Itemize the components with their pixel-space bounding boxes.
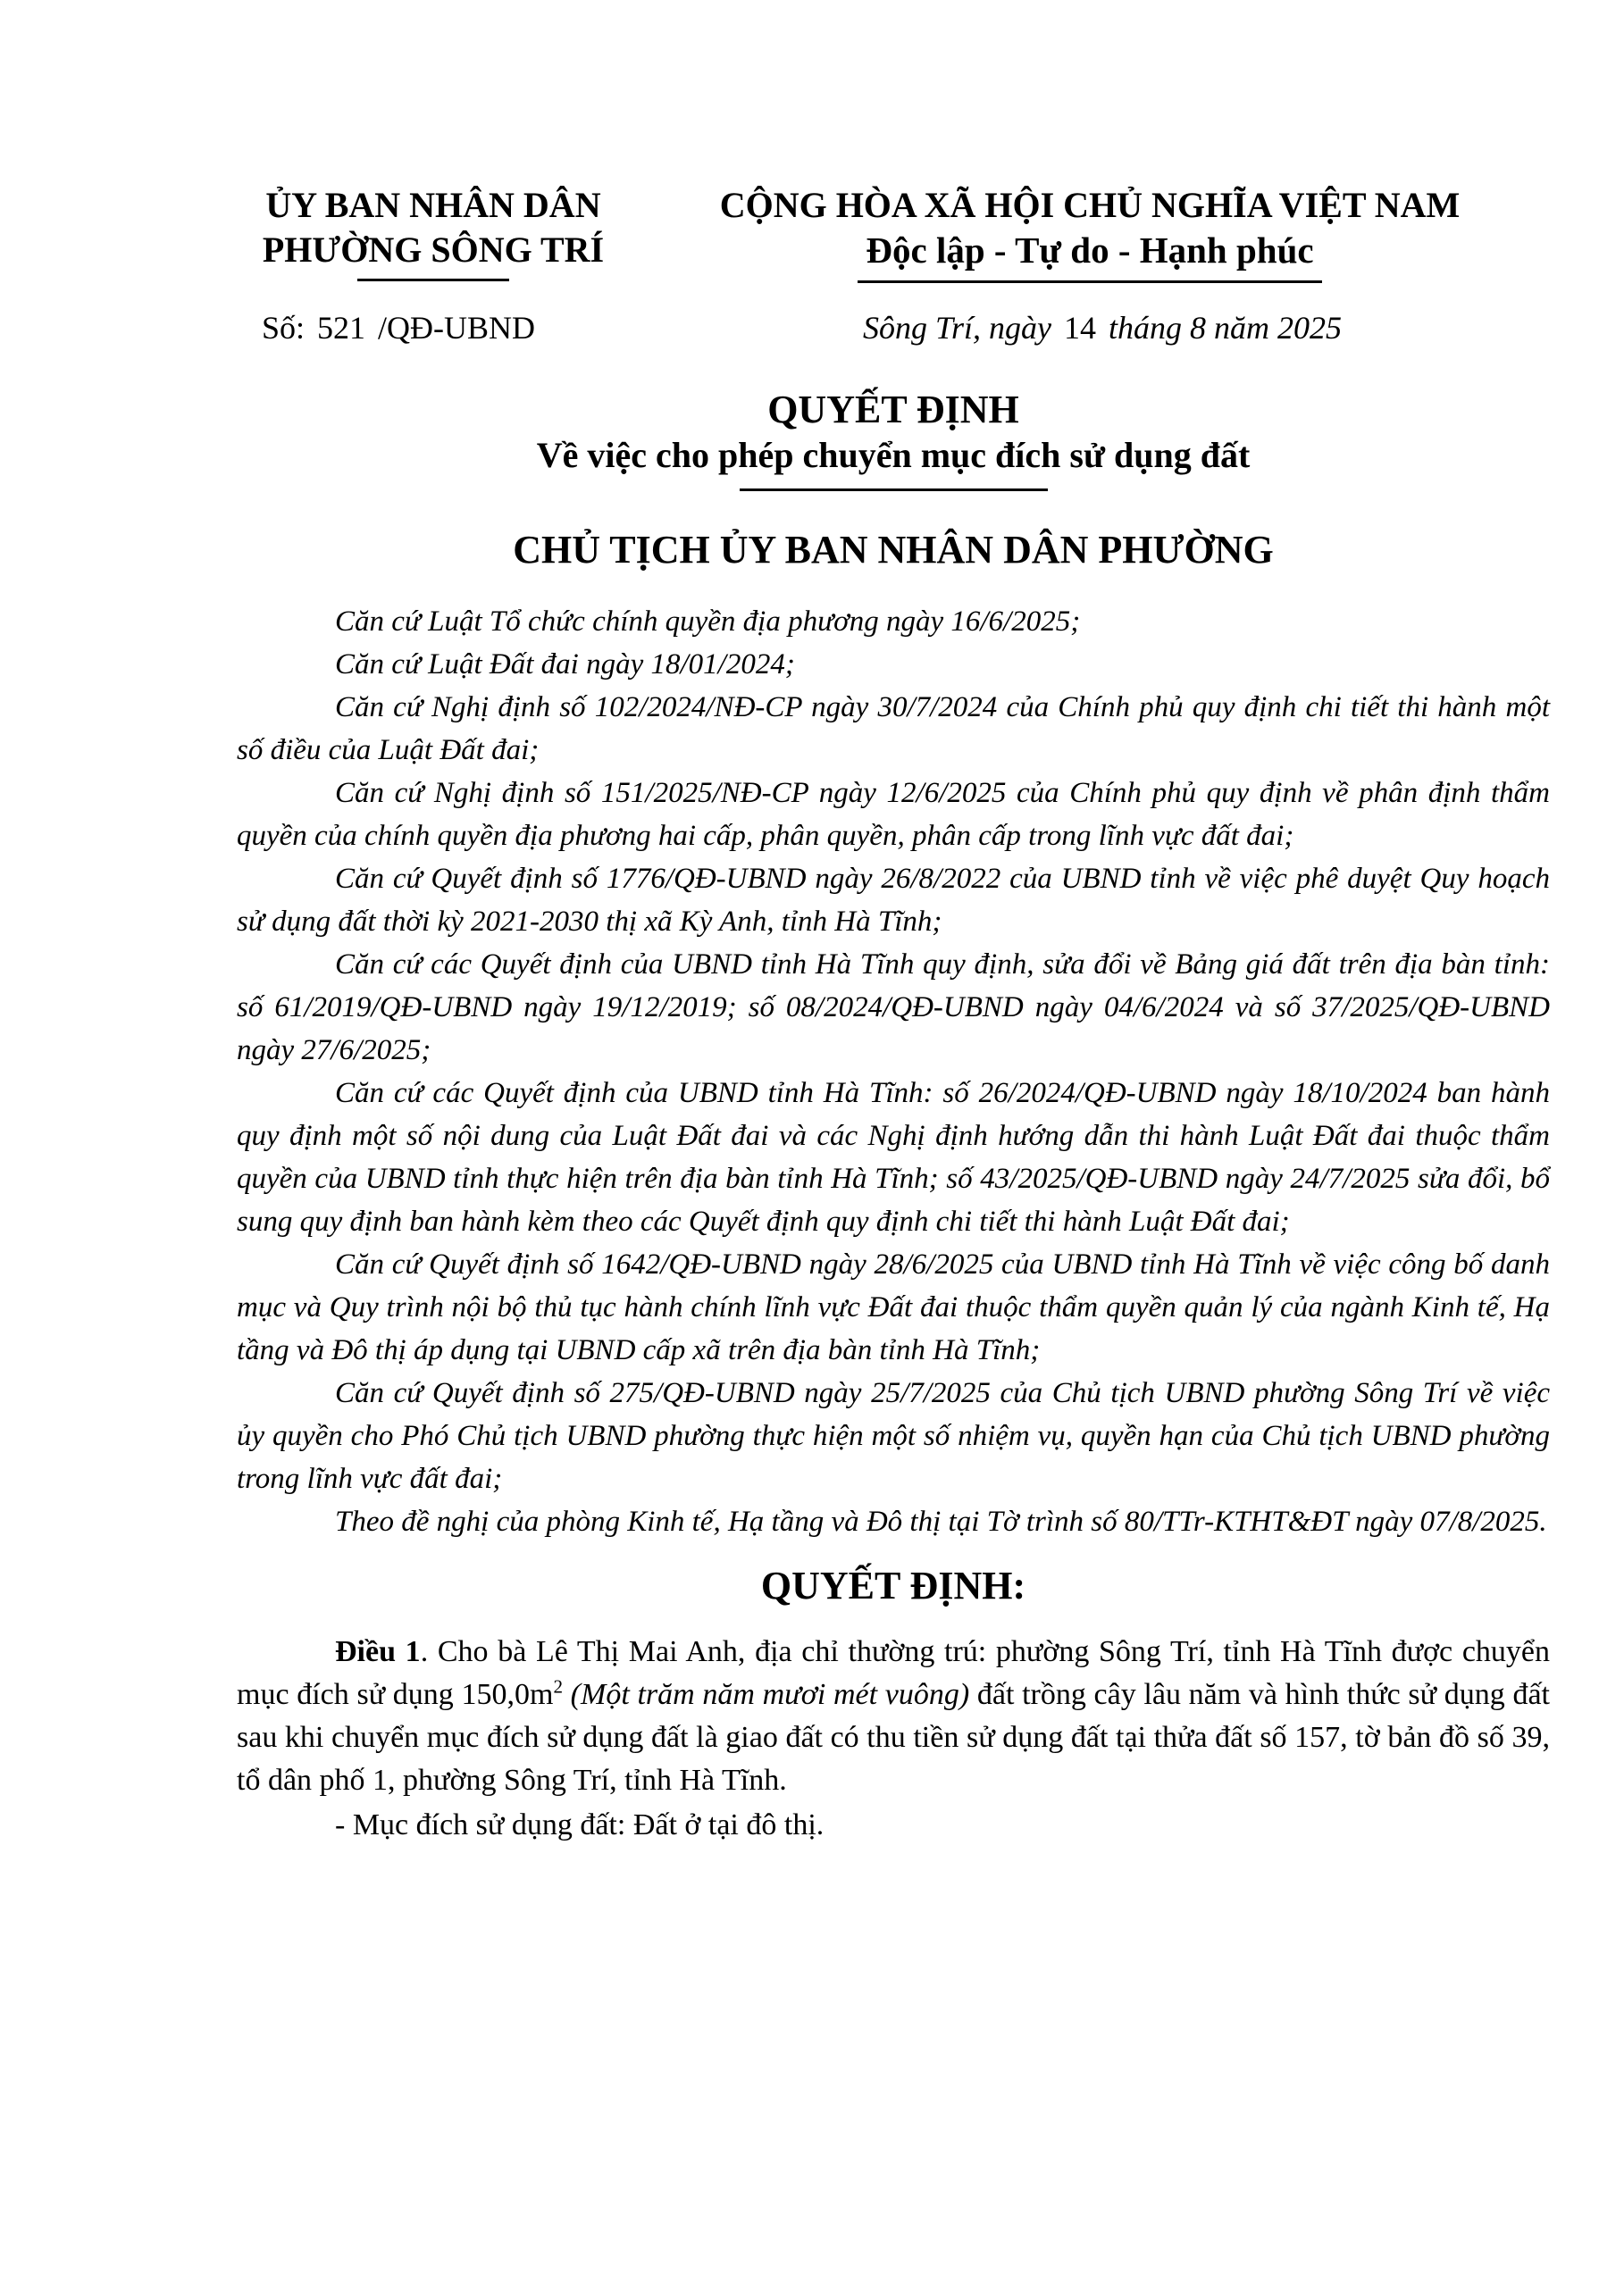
- national-line-2: Độc lập - Tự do - Hạnh phúc: [866, 230, 1314, 271]
- document-number: [237, 306, 655, 349]
- preamble-paragraph: Căn cứ Luật Tổ chức chính quyền địa phương ngày 16/6/2025;: [335, 605, 1081, 638]
- preamble-paragraph: Căn cứ Nghị định số 151/2025/NĐ-CP ngày 12/6/2025 của Chính phủ quy định về phân định thẩm quyền của chính quyền địa phương hai cấp, phân quyền, phân cấp trong lĩnh vực đất đai;: [237, 777, 1550, 852]
- number-date-row: [237, 306, 1550, 349]
- preamble-paragraph: Căn cứ Nghị định số 102/2024/NĐ-CP ngày 30/7/2024 của Chính phủ quy định chi tiết thi hành một số điều của Luật Đất đai;: [237, 691, 1550, 766]
- document-title: QUYẾT ĐỊNH: [767, 388, 1019, 431]
- place-date-prefix: Sông Trí, ngày: [862, 310, 1052, 346]
- issuer-line-2: PHƯỜNG SÔNG TRÍ: [262, 230, 605, 270]
- area-in-words: (Một trăm năm mươi mét vuông): [562, 1678, 970, 1711]
- date-day-value: 14: [1064, 310, 1097, 346]
- article-1: [237, 1631, 1550, 1802]
- document-number-suffix: /QĐ-UBND: [378, 310, 536, 346]
- issuer-underline: [357, 279, 509, 281]
- preamble-block: [237, 600, 1550, 1543]
- national-motto-block: [630, 183, 1550, 283]
- square-meter-superscript: 2: [553, 1675, 563, 1698]
- title-block: [237, 387, 1550, 491]
- article-1-text: . Cho bà Lê Thị Mai Anh, địa chỉ thường trú: phường Sông Trí, tỉnh Hà Tĩnh được chuyển mục đích sử dụng 150,0m: [237, 1635, 1551, 1711]
- preamble-paragraph: Căn cứ Luật Đất đai ngày 18/01/2024;: [335, 648, 795, 680]
- subject-underline: [740, 488, 1048, 491]
- preamble-paragraph: Căn cứ Quyết định số 275/QĐ-UBND ngày 25/7/2025 của Chủ tịch UBND phường Sông Trí về việc ủy quyền cho Phó Chủ tịch UBND phường thực hiện một số nhiệm vụ, quyền hạn của Chủ tịch UBND phường trong lĩnh vực đất đai;: [237, 1377, 1550, 1495]
- motto-underline: [858, 280, 1322, 283]
- issuer-block: [237, 183, 630, 283]
- document-subject: Về việc cho phép chuyển mục đích sử dụng đất: [536, 435, 1251, 475]
- preamble-paragraph: Theo đề nghị của phòng Kinh tế, Hạ tầng và Đô thị tại Tờ trình số 80/TTr-KTHT&ĐT ngày 07/8/2025.: [335, 1506, 1547, 1538]
- land-use-purpose: - Mục đích sử dụng đất: Đất ở tại đô thị.: [335, 1808, 825, 1841]
- document-number-value: 521: [317, 310, 366, 346]
- article-1-label: Điều 1: [335, 1635, 421, 1668]
- preamble-paragraph: Căn cứ Quyết định số 1642/QĐ-UBND ngày 28/6/2025 của UBND tỉnh Hà Tĩnh về việc công bố danh mục và Quy trình nội bộ thủ tục hành chính lĩnh vực Đất đai thuộc thẩm quyền quản lý của ngành Kinh tế, Hạ tầng và Đô thị áp dụng tại UBND cấp xã trên địa bàn tỉnh Hà Tĩnh;: [237, 1248, 1550, 1366]
- article-1-text-continued: đất trồng cây lâu năm và hình thức sử dụng đất sau khi chuyển mục đích sử dụng đất là giao đất có thu tiền sử dụng đất tại thửa đất số 157, tờ bản đồ số 39, tổ dân phố 1, phường Sông Trí, tỉnh Hà Tĩnh.: [237, 1678, 1551, 1797]
- place-and-date: [655, 306, 1550, 349]
- national-line-1: CỘNG HÒA XÃ HỘI CHỦ NGHĨA VIỆT NAM: [719, 185, 1461, 225]
- issuing-authority: CHỦ TỊCH ỦY BAN NHÂN DÂN PHƯỜNG: [513, 528, 1274, 572]
- document-number-label: Số:: [262, 310, 306, 346]
- preamble-paragraph: Căn cứ Quyết định số 1776/QĐ-UBND ngày 26/8/2022 của UBND tỉnh về việc phê duyệt Quy hoạch sử dụng đất thời kỳ 2021-2030 thị xã Kỳ Anh, tỉnh Hà Tĩnh;: [237, 863, 1550, 938]
- issuer-line-1: ỦY BAN NHÂN DÂN: [265, 185, 601, 225]
- document-header: [237, 183, 1550, 283]
- preamble-paragraph: Căn cứ các Quyết định của UBND tỉnh Hà Tĩnh quy định, sửa đổi về Bảng giá đất trên địa bàn tỉnh: số 61/2019/QĐ-UBND ngày 19/12/2019; số 08/2024/QĐ-UBND ngày 04/6/2024 và số 37/2025/QĐ-UBND ngày 27/6/2025;: [237, 948, 1550, 1066]
- resolution-heading: QUYẾT ĐỊNH:: [760, 1564, 1026, 1607]
- place-date-suffix: tháng 8 năm 2025: [1109, 310, 1343, 346]
- preamble-paragraph: Căn cứ các Quyết định của UBND tỉnh Hà Tĩnh: số 26/2024/QĐ-UBND ngày 18/10/2024 ban hành quy định một số nội dung của Luật Đất đai và các Nghị định hướng dẫn thi hành Luật Đất đai thuộc thẩm quyền của UBND tỉnh thực hiện trên địa bàn tỉnh Hà Tĩnh; số 43/2025/QĐ-UBND ngày 24/7/2025 sửa đổi, bổ sung quy định ban hành kèm theo các Quyết định quy định chi tiết thi hành Luật Đất đai;: [237, 1077, 1550, 1238]
